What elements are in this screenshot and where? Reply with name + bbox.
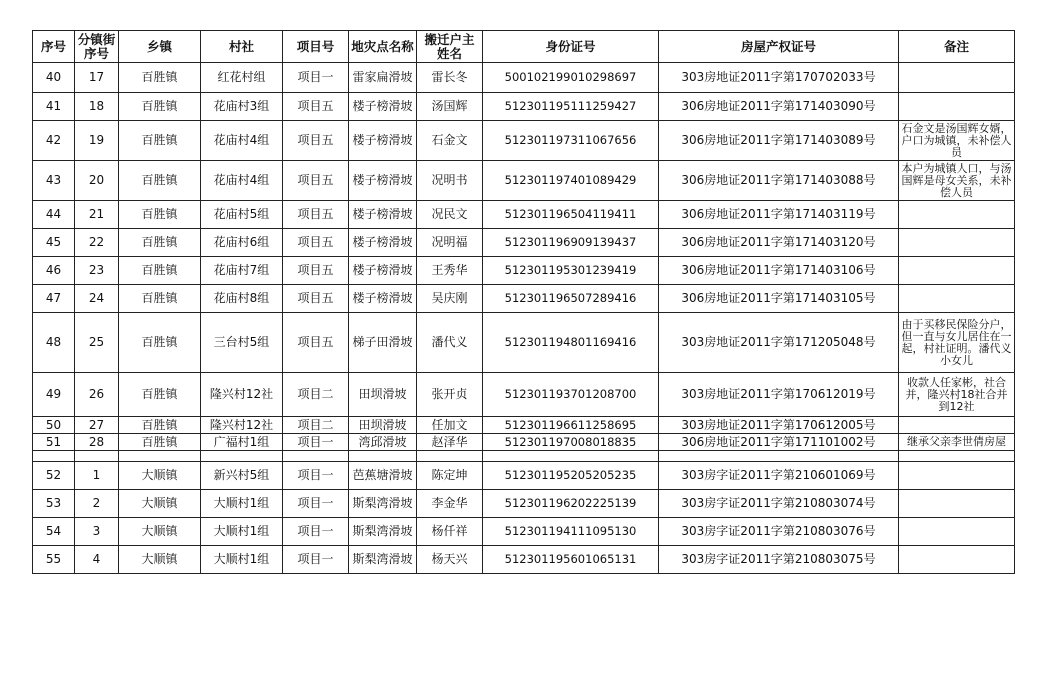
cell-householder: 况民文 (417, 201, 483, 229)
cell-id-number: 512301196504119411 (483, 201, 659, 229)
cell-township: 百胜镇 (119, 93, 201, 121)
table-row (33, 161, 1015, 201)
cell-township: 大顺镇 (119, 462, 201, 490)
cell-sub-index: 20 (75, 161, 119, 201)
cell-project: 项目一 (283, 63, 349, 93)
cell-householder: 吴庆刚 (417, 285, 483, 313)
cell-id-number: 512301195301239419 (483, 257, 659, 285)
cell-index: 49 (33, 373, 75, 417)
cell-township: 百胜镇 (119, 161, 201, 201)
table-body (33, 63, 1015, 574)
cell-village: 广福村1组 (201, 434, 283, 451)
cell-project: 项目一 (283, 462, 349, 490)
cell-index: 52 (33, 462, 75, 490)
table-row (33, 518, 1015, 546)
cell-project: 项目五 (283, 313, 349, 373)
cell-property-cert: 303房地证2011字第170612005号 (659, 417, 899, 434)
cell-project: 项目五 (283, 161, 349, 201)
cell-id-number: 512301196507289416 (483, 285, 659, 313)
cell-householder: 况明书 (417, 161, 483, 201)
table-row (33, 373, 1015, 417)
blank-cell (659, 451, 899, 462)
cell-village: 隆兴村12社 (201, 373, 283, 417)
cell-index: 55 (33, 546, 75, 574)
cell-village: 花庙村4组 (201, 121, 283, 161)
cell-project: 项目一 (283, 434, 349, 451)
blank-cell (483, 451, 659, 462)
cell-property-cert: 303房字证2011字第210803076号 (659, 518, 899, 546)
cell-village: 花庙村8组 (201, 285, 283, 313)
cell-project: 项目五 (283, 257, 349, 285)
table-row (33, 490, 1015, 518)
cell-householder: 任加文 (417, 417, 483, 434)
cell-village: 大顺村1组 (201, 518, 283, 546)
table-row (33, 93, 1015, 121)
cell-index: 54 (33, 518, 75, 546)
cell-site: 楼子榜滑坡 (349, 229, 417, 257)
cell-township: 百胜镇 (119, 417, 201, 434)
cell-property-cert: 303房字证2011字第210601069号 (659, 462, 899, 490)
cell-site: 楼子榜滑坡 (349, 201, 417, 229)
cell-project: 项目五 (283, 229, 349, 257)
cell-township: 百胜镇 (119, 257, 201, 285)
cell-remarks: 由于买移民保险分户，但一直与女儿居住在一起，村社证明。潘代义小女儿 (899, 313, 1015, 373)
cell-sub-index: 22 (75, 229, 119, 257)
cell-property-cert: 303房字证2011字第210803074号 (659, 490, 899, 518)
cell-property-cert: 306房地证2011字第171403120号 (659, 229, 899, 257)
table-row (33, 313, 1015, 373)
header-sub-index: 分镇街序号 (75, 31, 119, 63)
cell-project: 项目二 (283, 417, 349, 434)
table-row (33, 257, 1015, 285)
cell-remarks (899, 201, 1015, 229)
cell-id-number: 512301194801169416 (483, 313, 659, 373)
cell-remarks (899, 518, 1015, 546)
cell-householder: 雷长冬 (417, 63, 483, 93)
cell-village: 大顺村1组 (201, 490, 283, 518)
header-site: 地灾点名称 (349, 31, 417, 63)
cell-site: 楼子榜滑坡 (349, 93, 417, 121)
cell-remarks: 石金文是汤国辉女婿，户口为城镇，未补偿人员 (899, 121, 1015, 161)
cell-index: 40 (33, 63, 75, 93)
cell-sub-index: 23 (75, 257, 119, 285)
blank-cell (201, 451, 283, 462)
table-row (33, 285, 1015, 313)
cell-remarks (899, 417, 1015, 434)
cell-remarks (899, 490, 1015, 518)
cell-property-cert: 306房地证2011字第171403090号 (659, 93, 899, 121)
table-row (33, 546, 1015, 574)
cell-site: 斯梨湾滑坡 (349, 490, 417, 518)
cell-index: 48 (33, 313, 75, 373)
blank-cell (349, 451, 417, 462)
cell-village: 花庙村3组 (201, 93, 283, 121)
cell-sub-index: 3 (75, 518, 119, 546)
cell-project: 项目二 (283, 373, 349, 417)
cell-index: 50 (33, 417, 75, 434)
cell-householder: 汤国辉 (417, 93, 483, 121)
cell-sub-index: 27 (75, 417, 119, 434)
cell-index: 45 (33, 229, 75, 257)
cell-site: 芭蕉塘滑坡 (349, 462, 417, 490)
cell-sub-index: 21 (75, 201, 119, 229)
cell-village: 花庙村4组 (201, 161, 283, 201)
table-row (33, 201, 1015, 229)
cell-householder: 赵泽华 (417, 434, 483, 451)
cell-householder: 张开贞 (417, 373, 483, 417)
cell-property-cert: 303房字证2011字第210803075号 (659, 546, 899, 574)
cell-householder: 况明福 (417, 229, 483, 257)
table-row (33, 121, 1015, 161)
cell-project: 项目一 (283, 518, 349, 546)
cell-property-cert: 306房地证2011字第171101002号 (659, 434, 899, 451)
cell-township: 百胜镇 (119, 229, 201, 257)
cell-property-cert: 306房地证2011字第171403119号 (659, 201, 899, 229)
blank-cell (33, 451, 75, 462)
cell-index: 44 (33, 201, 75, 229)
cell-township: 百胜镇 (119, 373, 201, 417)
header-remarks: 备注 (899, 31, 1015, 63)
cell-householder: 潘代义 (417, 313, 483, 373)
cell-village: 隆兴村12社 (201, 417, 283, 434)
cell-remarks: 收款人任家彬，社合并，隆兴村18社合并到12社 (899, 373, 1015, 417)
cell-sub-index: 4 (75, 546, 119, 574)
cell-index: 41 (33, 93, 75, 121)
header-project: 项目号 (283, 31, 349, 63)
blank-cell (119, 451, 201, 462)
cell-site: 雷家扁滑坡 (349, 63, 417, 93)
cell-sub-index: 1 (75, 462, 119, 490)
cell-id-number: 512301195111259427 (483, 93, 659, 121)
cell-sub-index: 26 (75, 373, 119, 417)
cell-householder: 李金华 (417, 490, 483, 518)
cell-remarks (899, 546, 1015, 574)
relocation-table (32, 30, 1015, 574)
cell-householder: 石金文 (417, 121, 483, 161)
cell-site: 楼子榜滑坡 (349, 285, 417, 313)
cell-id-number: 512301196202225139 (483, 490, 659, 518)
cell-township: 大顺镇 (119, 546, 201, 574)
header-township: 乡镇 (119, 31, 201, 63)
table-row (33, 434, 1015, 451)
cell-householder: 杨仟祥 (417, 518, 483, 546)
blank-cell (899, 451, 1015, 462)
cell-township: 百胜镇 (119, 434, 201, 451)
cell-index: 43 (33, 161, 75, 201)
cell-remarks: 继承父亲李世倩房屋 (899, 434, 1015, 451)
cell-village: 新兴村5组 (201, 462, 283, 490)
cell-project: 项目一 (283, 546, 349, 574)
cell-project: 项目五 (283, 285, 349, 313)
cell-sub-index: 28 (75, 434, 119, 451)
cell-project: 项目五 (283, 93, 349, 121)
cell-id-number: 512301196909139437 (483, 229, 659, 257)
table-row (33, 229, 1015, 257)
cell-sub-index: 17 (75, 63, 119, 93)
cell-index: 46 (33, 257, 75, 285)
table-row (33, 63, 1015, 93)
cell-site: 楼子榜滑坡 (349, 121, 417, 161)
cell-village: 大顺村1组 (201, 546, 283, 574)
cell-site: 斯梨湾滑坡 (349, 546, 417, 574)
cell-site: 楼子榜滑坡 (349, 257, 417, 285)
cell-property-cert: 306房地证2011字第171403106号 (659, 257, 899, 285)
blank-cell (283, 451, 349, 462)
cell-site: 梯子田滑坡 (349, 313, 417, 373)
cell-project: 项目五 (283, 201, 349, 229)
cell-id-number: 512301197401089429 (483, 161, 659, 201)
cell-site: 楼子榜滑坡 (349, 161, 417, 201)
cell-id-number: 512301193701208700 (483, 373, 659, 417)
cell-township: 大顺镇 (119, 490, 201, 518)
cell-property-cert: 303房地证2011字第170702033号 (659, 63, 899, 93)
cell-remarks (899, 257, 1015, 285)
blank-cell (75, 451, 119, 462)
cell-remarks (899, 462, 1015, 490)
cell-remarks (899, 63, 1015, 93)
table-row (33, 417, 1015, 434)
cell-township: 百胜镇 (119, 285, 201, 313)
header-property-cert: 房屋产权证号 (659, 31, 899, 63)
cell-township: 百胜镇 (119, 313, 201, 373)
cell-remarks (899, 93, 1015, 121)
header-householder: 搬迁户主姓名 (417, 31, 483, 63)
cell-index: 42 (33, 121, 75, 161)
cell-id-number: 512301197008018835 (483, 434, 659, 451)
cell-id-number: 512301197311067656 (483, 121, 659, 161)
cell-id-number: 512301195601065131 (483, 546, 659, 574)
cell-project: 项目一 (283, 490, 349, 518)
cell-village: 花庙村5组 (201, 201, 283, 229)
cell-index: 53 (33, 490, 75, 518)
cell-township: 大顺镇 (119, 518, 201, 546)
cell-property-cert: 303房地证2011字第171205048号 (659, 313, 899, 373)
cell-property-cert: 306房地证2011字第171403088号 (659, 161, 899, 201)
blank-row (33, 451, 1015, 462)
cell-site: 湾邱滑坡 (349, 434, 417, 451)
cell-village: 花庙村6组 (201, 229, 283, 257)
cell-sub-index: 19 (75, 121, 119, 161)
cell-id-number: 500102199010298697 (483, 63, 659, 93)
cell-remarks (899, 285, 1015, 313)
header-village: 村社 (201, 31, 283, 63)
cell-property-cert: 303房地证2011字第170612019号 (659, 373, 899, 417)
cell-householder: 杨天兴 (417, 546, 483, 574)
cell-sub-index: 24 (75, 285, 119, 313)
cell-id-number: 512301194111095130 (483, 518, 659, 546)
cell-remarks: 本户为城镇人口，与汤国辉是母女关系，未补偿人员 (899, 161, 1015, 201)
cell-id-number: 512301196611258695 (483, 417, 659, 434)
table-row (33, 462, 1015, 490)
cell-site: 田坝滑坡 (349, 373, 417, 417)
cell-township: 百胜镇 (119, 201, 201, 229)
cell-householder: 王秀华 (417, 257, 483, 285)
blank-cell (417, 451, 483, 462)
cell-index: 51 (33, 434, 75, 451)
header-row (33, 31, 1015, 63)
cell-village: 花庙村7组 (201, 257, 283, 285)
cell-sub-index: 2 (75, 490, 119, 518)
cell-village: 三台村5组 (201, 313, 283, 373)
header-id-number: 身份证号 (483, 31, 659, 63)
cell-village: 红花村组 (201, 63, 283, 93)
cell-sub-index: 25 (75, 313, 119, 373)
cell-site: 田坝滑坡 (349, 417, 417, 434)
cell-project: 项目五 (283, 121, 349, 161)
cell-remarks (899, 229, 1015, 257)
cell-sub-index: 18 (75, 93, 119, 121)
cell-index: 47 (33, 285, 75, 313)
cell-id-number: 512301195205205235 (483, 462, 659, 490)
cell-property-cert: 306房地证2011字第171403105号 (659, 285, 899, 313)
cell-township: 百胜镇 (119, 121, 201, 161)
cell-property-cert: 306房地证2011字第171403089号 (659, 121, 899, 161)
cell-site: 斯梨湾滑坡 (349, 518, 417, 546)
cell-householder: 陈定坤 (417, 462, 483, 490)
cell-township: 百胜镇 (119, 63, 201, 93)
header-index: 序号 (33, 31, 75, 63)
